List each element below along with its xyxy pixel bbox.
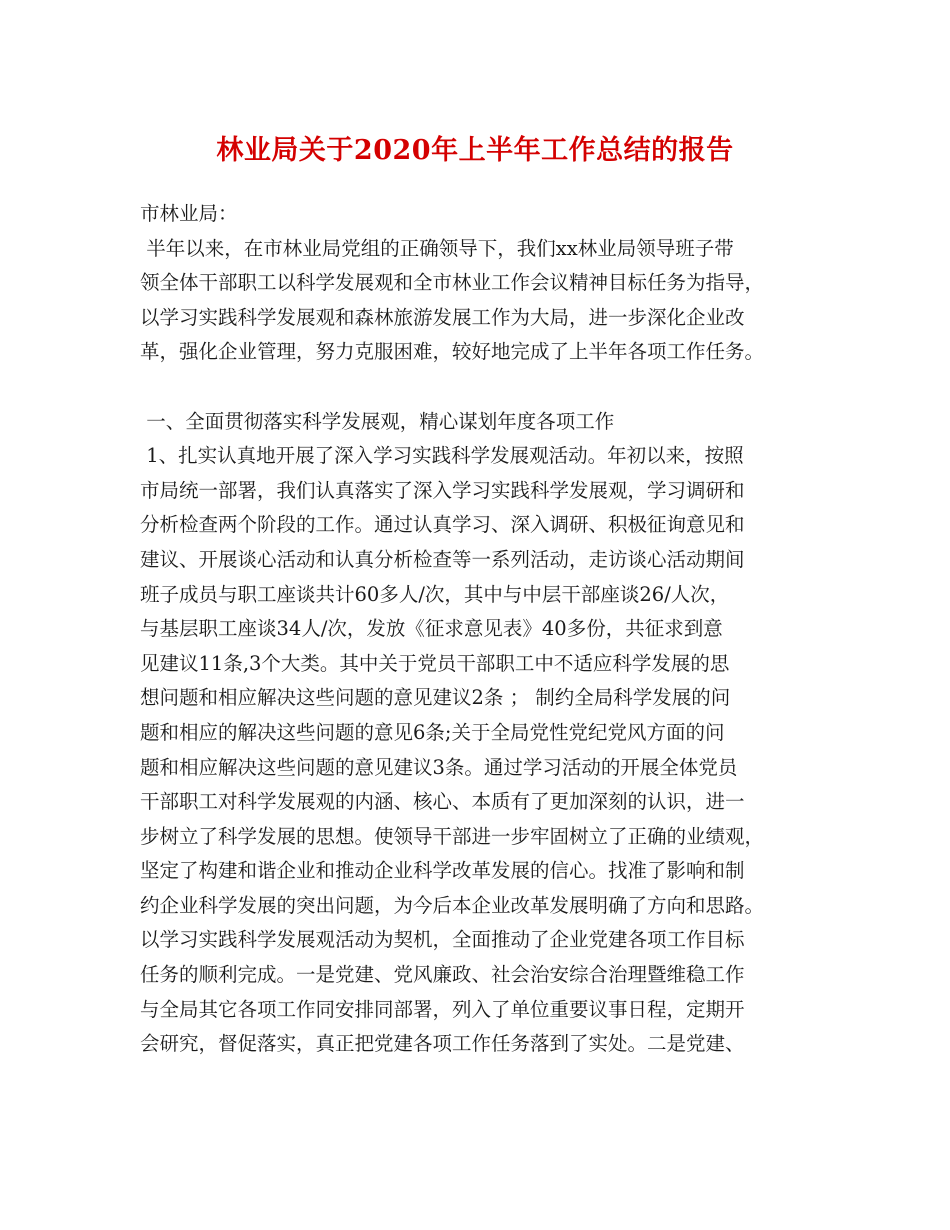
section-line: 干部职工对科学发展观的内涵、核心、本质有了更加深刻的认识，进一 — [140, 790, 745, 814]
section-line: 班子成员与职工座谈共计60多人/次，其中与中层干部座谈26/人次， — [140, 582, 730, 606]
document-title: 林业局关于2020年上半年工作总结的报告 — [216, 135, 734, 166]
intro-line: 以学习实践科学发展观和森林旅游发展工作为大局，进一步深化企业改 — [140, 305, 745, 329]
section-line: 会研究，督促落实，真正把党建各项工作任务落到了实处。二是党建、 — [140, 1032, 745, 1056]
section-line: 想问题和相应解决这些问题的意见建议2条 ； 制约全局科学发展的问 — [140, 686, 731, 710]
section-line: 坚定了构建和谐企业和推动企业科学改革发展的信心。找准了影响和制 — [140, 859, 745, 883]
section-line: 见建议11条,3个大类。其中关于党员干部职工中不适应科学发展的思 — [140, 651, 730, 675]
section-line: 与基层职工座谈34人/次，发放《征求意见表》40多份，共征求到意 — [140, 617, 723, 641]
section-line: 市局统一部署，我们认真落实了深入学习实践科学发展观，学习调研和 — [140, 478, 745, 502]
section-line: 分析检查两个阶段的工作。通过认真学习、深入调研、积极征询意见和 — [140, 513, 745, 537]
document-body — [140, 197, 830, 1062]
section-line: 题和相应的解决这些问题的意见6条;关于全局党性党纪党风方面的问 — [140, 720, 725, 744]
section-line: 任务的顺利完成。一是党建、党风廉政、社会治安综合治理暨维稳工作 — [140, 963, 745, 987]
section-line: 1、扎实认真地开展了深入学习实践科学发展观活动。年初以来，按照 — [140, 444, 744, 468]
paragraph-gap — [140, 370, 830, 405]
section-line: 以学习实践科学发展观活动为契机，全面推动了企业党建各项工作目标 — [140, 928, 745, 952]
section-line: 题和相应解决这些问题的意见建议3条。通过学习活动的开展全体党员 — [140, 755, 738, 779]
intro-line: 领全体干部职工以科学发展观和全市林业工作会议精神目标任务为指导， — [140, 271, 765, 295]
section-line: 步树立了科学发展的思想。使领导干部进一步牢固树立了正确的业绩观， — [140, 824, 765, 848]
salutation: 市林业局： — [140, 202, 238, 225]
section-line: 约企业科学发展的突出问题，为今后本企业改革发展明确了方向和思路。 — [140, 893, 765, 917]
section-line: 与全局其它各项工作同安排同部署，列入了单位重要议事日程，定期开 — [140, 997, 745, 1021]
intro-line: 革，强化企业管理，努力克服困难，较好地完成了上半年各项工作任务。 — [140, 340, 765, 364]
intro-line: 半年以来，在市林业局党组的正确领导下，我们xx林业局领导班子带 — [140, 236, 734, 260]
section-heading: 一、全面贯彻落实科学发展观，精心谋划年度各项工作 — [140, 409, 615, 433]
section-line: 建议、开展谈心活动和认真分析检查等一系列活动，走访谈心活动期间 — [140, 547, 745, 571]
